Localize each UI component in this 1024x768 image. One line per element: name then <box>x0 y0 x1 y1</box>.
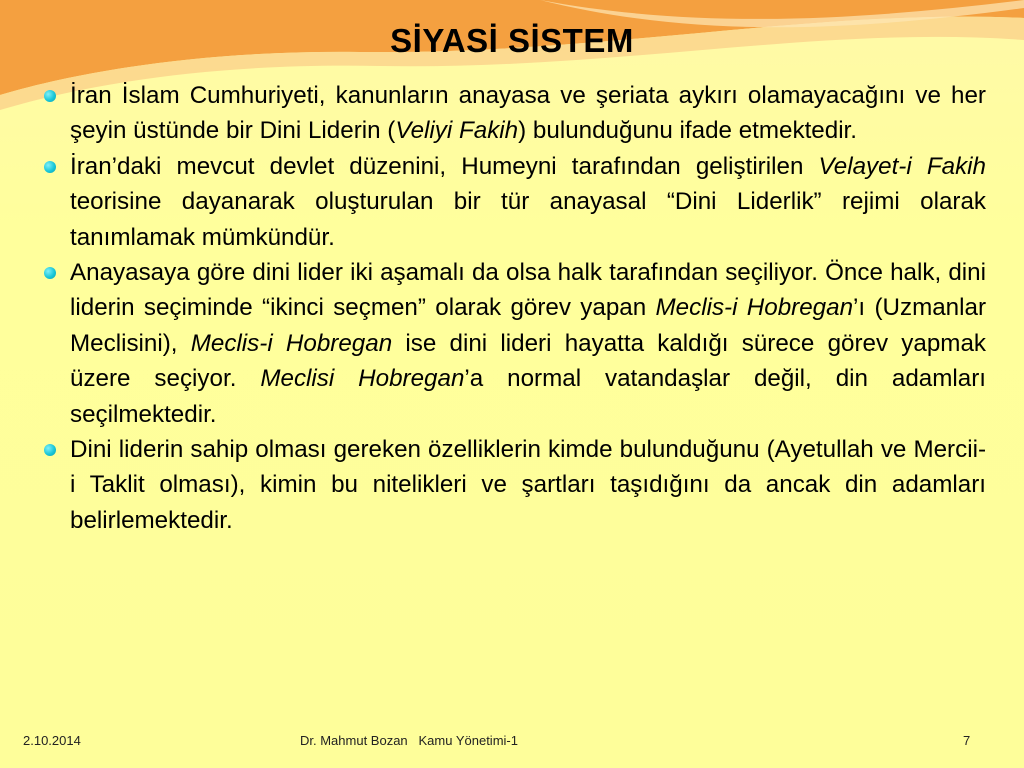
bullet-item <box>40 149 986 255</box>
bullet-dot-icon <box>44 444 56 456</box>
page-number: 7 <box>963 733 971 748</box>
bullet-item <box>40 432 986 538</box>
footer-date: 2.10.2014 <box>23 733 81 748</box>
bullet-text: Dini liderin sahip olması gereken özelliklerin kimde bulunduğunu (Ayetullah ve Mercii-i Taklit olması), kimin bu nitelikleri ve şartları taşıdığını da ancak din adamları belirlemektedir. <box>70 436 986 534</box>
bullet-text: teorisine dayanarak oluşturulan bir tür anayasal “Dini Liderlik” rejimi olarak tanımlamak mümkündür. <box>70 188 986 251</box>
footer-author: Dr. Mahmut Bozan <box>300 733 408 748</box>
bullet-text: İran İslam Cumhuriyeti, kanunların anayasa ve şeriata aykırı olamayacağını ve her şeyin üstünde bir Dini Liderin ( <box>70 82 986 145</box>
footer-center <box>300 733 518 748</box>
bullet-text: Anayasaya göre dini lider iki aşamalı da olsa halk tarafından seçiliyor. Önce halk, dini liderin seçiminde “ikinci seçmen” olarak görev yapan <box>70 259 986 322</box>
bullet-text-italic: Meclisi Hobregan <box>260 365 465 393</box>
bullet-text: ) bulunduğunu ifade etmektedir. <box>518 117 858 145</box>
bullet-text: ’a normal vatandaşlar değil, din adamları seçilmektedir. <box>70 365 986 428</box>
bullet-item <box>40 78 986 149</box>
bullet-item <box>40 255 986 432</box>
bullet-text: ’ı (Uzmanlar Meclisini), <box>70 294 987 357</box>
bullet-text-italic: Veliyi Fakih <box>395 117 519 145</box>
bullet-list <box>40 78 986 538</box>
bullet-dot-icon <box>44 267 56 279</box>
bullet-dot-icon <box>44 90 56 102</box>
bullet-text: ise dini lideri hayatta kaldığı sürece görev yapmak üzere seçiyor. <box>70 329 986 393</box>
bullet-dot-icon <box>44 161 56 173</box>
slide-title: SİYASİ SİSTEM <box>390 22 634 59</box>
slide-footer <box>0 733 1024 753</box>
bullet-text-italic: Velayet-i Fakih <box>818 152 986 180</box>
bullet-text-italic: Meclis-i Hobregan <box>190 329 393 357</box>
bullet-text-italic: Meclis-i Hobregan <box>655 294 854 322</box>
footer-course: Kamu Yönetimi-1 <box>418 733 518 748</box>
bullet-text: İran’daki mevcut devlet düzenini, Humeyni tarafından geliştirilen <box>70 152 819 180</box>
